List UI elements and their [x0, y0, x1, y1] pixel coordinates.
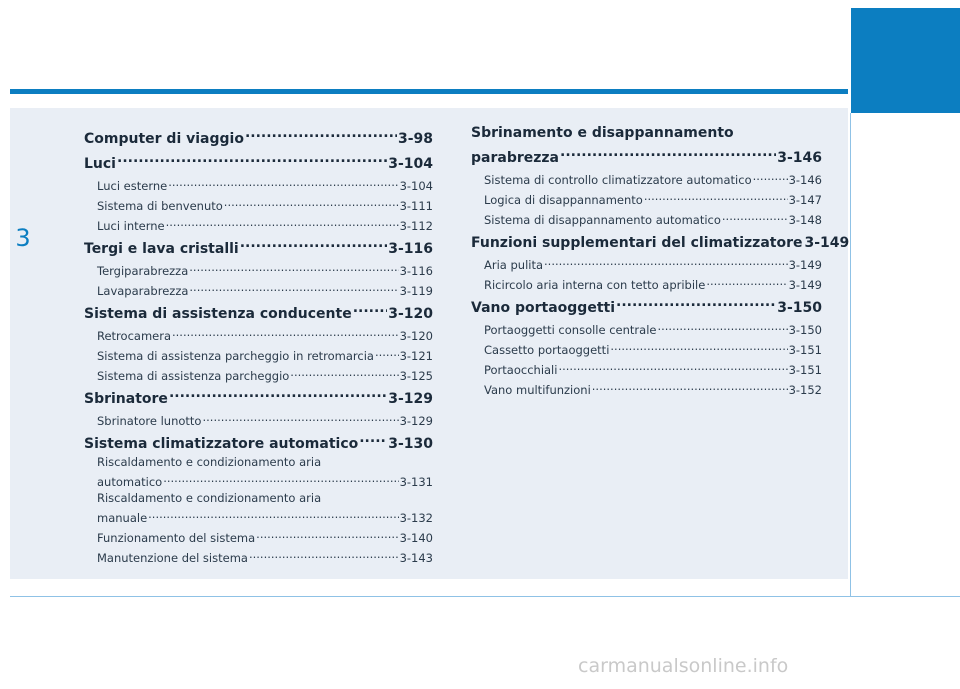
toc-leader-dots	[657, 318, 787, 334]
toc-entry-label: Sistema di disappannamento automatico	[484, 213, 721, 227]
toc-entry-label: automatico	[97, 475, 163, 489]
toc-entry-heading: Sbrinamento e disappannamento	[471, 125, 734, 141]
toc-page-number: 3-104	[388, 156, 433, 172]
toc-right-column	[471, 124, 850, 398]
toc-entry-label: Retrocamera	[97, 329, 171, 343]
toc-entry-label: Portaoggetti consolle centrale	[484, 323, 657, 337]
toc-entry-label: Sbrinatore	[84, 391, 168, 407]
toc-entry-label: Sistema climatizzatore automatico	[84, 436, 359, 452]
toc-entry-label: Aria pulita	[484, 258, 544, 272]
toc-subsection-entry[interactable]	[84, 344, 433, 364]
toc-entry-label: Lavaparabrezza	[97, 284, 189, 298]
toc-entry-label: Luci esterne	[97, 179, 168, 193]
toc-page-number: 3-149	[788, 278, 822, 292]
toc-page-number: 3-150	[777, 300, 822, 316]
toc-subsection-entry[interactable]	[84, 364, 433, 384]
toc-subsection-entry[interactable]	[471, 253, 822, 273]
toc-page-number: 3-98	[397, 131, 433, 147]
toc-subsection-entry[interactable]	[84, 526, 433, 546]
toc-leader-dots	[224, 194, 399, 210]
toc-leader-dots	[753, 168, 788, 184]
toc-page-number: 3-112	[399, 219, 433, 233]
toc-leader-dots	[202, 409, 398, 425]
toc-subsection-entry[interactable]	[84, 470, 433, 490]
toc-leader-dots	[172, 324, 399, 340]
toc-leader-dots	[359, 429, 387, 448]
toc-entry-label: Luci interne	[97, 219, 165, 233]
toc-leader-dots	[290, 364, 398, 380]
toc-page-number: 3-149	[788, 258, 822, 272]
toc-leader-dots	[616, 293, 776, 312]
chapter-side-tab	[851, 8, 960, 113]
toc-page-number: 3-147	[788, 193, 822, 207]
toc-subsection-entry[interactable]	[84, 546, 433, 566]
toc-subsection-entry[interactable]	[471, 168, 822, 188]
toc-entry-label: Computer di viaggio	[84, 131, 244, 147]
toc-page-number: 3-111	[399, 199, 433, 213]
toc-entry-label: Sistema di assistenza parcheggio	[97, 369, 290, 383]
toc-page-number: 3-132	[399, 511, 433, 525]
toc-entry-label: Luci	[84, 156, 116, 172]
toc-page-number: 3-131	[399, 475, 433, 489]
toc-page-number: 3-129	[388, 391, 433, 407]
toc-entry-label: Cassetto portaoggetti	[484, 343, 610, 357]
toc-leader-dots	[353, 299, 388, 318]
chapter-number: 3	[15, 224, 31, 252]
toc-subsection-entry[interactable]	[84, 324, 433, 344]
toc-section-entry[interactable]	[471, 293, 822, 318]
toc-subsection-entry[interactable]	[84, 259, 433, 279]
toc-subsection-entry[interactable]	[84, 214, 433, 234]
toc-page-number: 3-120	[388, 306, 433, 322]
toc-page-number: 3-120	[399, 329, 433, 343]
toc-entry-label: Funzioni supplementari del climatizzatore	[471, 235, 803, 251]
toc-page-number: 3-151	[788, 343, 822, 357]
toc-leader-dots	[245, 124, 397, 143]
toc-subsection-entry[interactable]	[84, 409, 433, 429]
toc-section-entry[interactable]	[84, 149, 433, 174]
toc-leader-dots	[722, 208, 788, 224]
toc-subsection-entry[interactable]	[471, 358, 822, 378]
toc-leader-dots	[148, 506, 398, 522]
toc-entry-label: Tergiparabrezza	[97, 264, 189, 278]
toc-page-number: 3-130	[388, 436, 433, 452]
toc-page-number: 3-149	[804, 235, 850, 251]
toc-leader-dots	[249, 546, 399, 562]
toc-leader-dots	[544, 253, 788, 269]
toc-page-number: 3-143	[399, 551, 433, 565]
toc-subsection-entry[interactable]	[84, 194, 433, 214]
toc-subsection-entry[interactable]	[84, 174, 433, 194]
toc-left-column	[84, 124, 433, 566]
toc-leader-dots	[560, 143, 776, 162]
toc-section-entry[interactable]	[84, 384, 433, 409]
toc-entry-label: Manutenzione del sistema	[97, 551, 248, 565]
toc-leader-dots	[240, 234, 388, 253]
toc-leader-dots	[256, 526, 398, 542]
toc-subsection-entry[interactable]	[471, 338, 822, 358]
toc-entry-label: Funzionamento del sistema	[97, 531, 256, 545]
toc-page-number: 3-140	[399, 531, 433, 545]
toc-entry-label: Vano portaoggetti	[471, 300, 615, 316]
header-accent-bar	[10, 89, 848, 94]
toc-section-entry[interactable]	[471, 228, 850, 253]
toc-leader-dots	[644, 188, 788, 204]
toc-page-number: 3-151	[788, 363, 822, 377]
toc-entry-label: Logica di disappannamento	[484, 193, 643, 207]
toc-page-number: 3-150	[788, 323, 822, 337]
toc-entry-heading: Riscaldamento e condizionamento aria	[97, 491, 322, 505]
toc-section-entry[interactable]	[471, 143, 822, 168]
toc-entry-label: parabrezza	[471, 150, 559, 166]
toc-leader-dots	[166, 214, 399, 230]
toc-subsection-entry[interactable]	[84, 279, 433, 299]
toc-entry-label: Sbrinatore lunotto	[97, 414, 202, 428]
toc-section-entry[interactable]	[84, 299, 433, 324]
toc-subsection-entry[interactable]	[84, 506, 433, 526]
toc-page-number: 3-148	[788, 213, 822, 227]
toc-leader-dots	[189, 259, 398, 275]
toc-page-number: 3-129	[399, 414, 433, 428]
toc-entry-label: Sistema di assistenza conducente	[84, 306, 352, 322]
toc-leader-dots	[169, 384, 387, 403]
toc-entry-heading: Riscaldamento e condizionamento aria	[97, 455, 322, 469]
toc-page-number: 3-104	[399, 179, 433, 193]
toc-leader-dots	[375, 344, 399, 360]
toc-entry-label: Tergi e lava cristalli	[84, 241, 239, 257]
toc-subsection-entry[interactable]	[471, 273, 822, 293]
toc-page-number: 3-116	[399, 264, 433, 278]
toc-leader-dots	[189, 279, 398, 295]
toc-leader-dots	[168, 174, 398, 190]
toc-subsection-entry[interactable]	[471, 378, 822, 398]
watermark: carmanualsonline.info	[578, 655, 789, 677]
toc-leader-dots	[163, 470, 398, 486]
toc-page-number: 3-119	[399, 284, 433, 298]
bottom-divider	[10, 596, 960, 597]
side-divider	[850, 113, 851, 597]
toc-section-entry[interactable]	[84, 124, 433, 149]
toc-subsection-entry[interactable]	[471, 188, 822, 208]
toc-page-number: 3-121	[399, 349, 433, 363]
toc-leader-dots	[558, 358, 787, 374]
toc-leader-dots	[706, 273, 787, 289]
toc-entry-label: Ricircolo aria interna con tetto apribile	[484, 278, 706, 292]
toc-entry-label: Portaocchiali	[484, 363, 558, 377]
toc-page-number: 3-146	[777, 150, 822, 166]
toc-page-number: 3-152	[788, 383, 822, 397]
toc-entry-label: Sistema di controllo climatizzatore automatico	[484, 173, 752, 187]
toc-entry-label: manuale	[97, 511, 148, 525]
toc-leader-dots	[117, 149, 387, 168]
toc-subsection-entry[interactable]	[471, 208, 822, 228]
toc-page-number: 3-116	[388, 241, 433, 257]
toc-page-number: 3-146	[788, 173, 822, 187]
toc-page-number: 3-125	[399, 369, 433, 383]
toc-leader-dots	[610, 338, 787, 354]
toc-entry-label: Sistema di assistenza parcheggio in retromarcia	[97, 349, 374, 363]
toc-leader-dots	[592, 378, 788, 394]
toc-section-entry[interactable]	[84, 429, 433, 454]
toc-entry-label: Sistema di benvenuto	[97, 199, 223, 213]
toc-subsection-entry[interactable]	[471, 318, 822, 338]
toc-section-entry[interactable]	[84, 234, 433, 259]
toc-entry-label: Vano multifunzioni	[484, 383, 591, 397]
